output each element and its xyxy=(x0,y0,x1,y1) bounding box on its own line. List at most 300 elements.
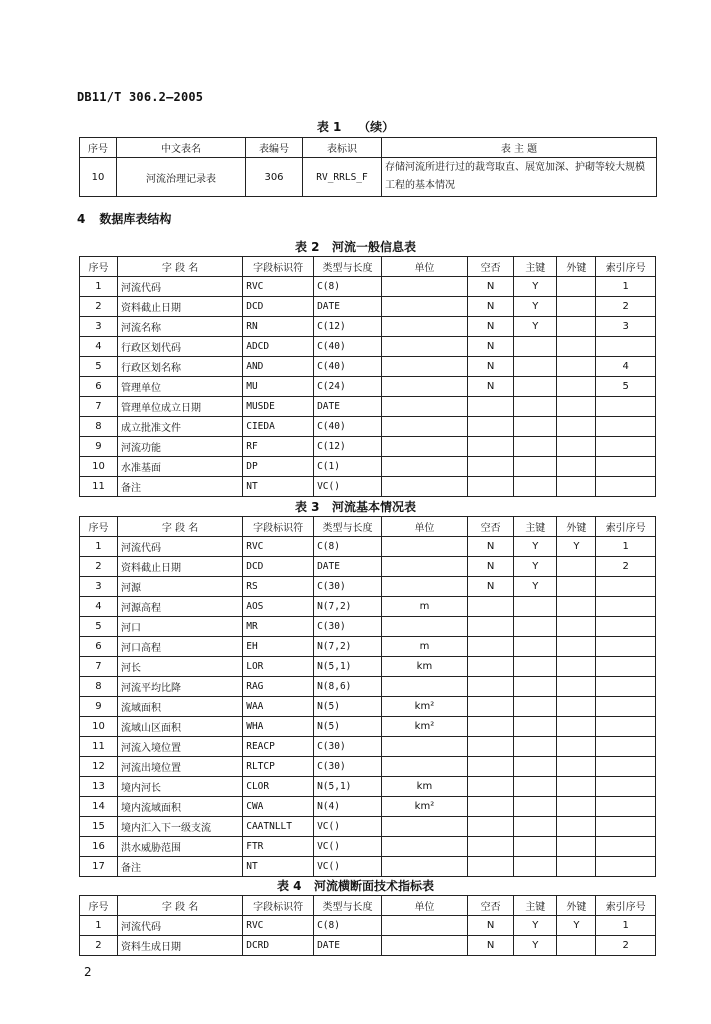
table-row xyxy=(80,357,656,377)
field-name: 资料截止日期 xyxy=(117,297,242,317)
field-nullable xyxy=(468,837,514,857)
field-index xyxy=(596,817,656,837)
field-name: 河源高程 xyxy=(117,597,242,617)
field-index xyxy=(596,457,656,477)
field-nullable xyxy=(468,677,514,697)
field-identifier: ADCD xyxy=(243,337,314,357)
field-no: 2 xyxy=(80,936,118,956)
field-name: 资料生成日期 xyxy=(117,936,242,956)
field-unit xyxy=(381,837,467,857)
field-unit: m xyxy=(381,637,467,657)
table2-header-cell: 类型与长度 xyxy=(314,257,382,277)
field-name: 行政区划代码 xyxy=(117,337,242,357)
table4-header-cell: 序号 xyxy=(80,896,118,916)
field-primary-key xyxy=(514,377,557,397)
field-index: 4 xyxy=(596,357,656,377)
field-identifier: RS xyxy=(243,577,314,597)
field-nullable xyxy=(468,617,514,637)
field-identifier: CAATNLLT xyxy=(243,817,314,837)
field-primary-key xyxy=(514,617,557,637)
field-type: VC() xyxy=(314,817,382,837)
table-code: 306 xyxy=(246,158,303,197)
field-unit xyxy=(381,437,467,457)
table-row xyxy=(80,797,656,817)
table1-caption-cont: （续） xyxy=(358,120,395,134)
field-primary-key: Y xyxy=(514,916,557,936)
field-type: C(12) xyxy=(314,437,382,457)
field-primary-key: Y xyxy=(514,317,557,337)
field-type: N(5) xyxy=(314,697,382,717)
table1-caption xyxy=(0,118,711,135)
field-nullable xyxy=(468,457,514,477)
field-unit: m xyxy=(381,597,467,617)
field-unit xyxy=(381,277,467,297)
table2-header-cell: 索引序号 xyxy=(596,257,656,277)
field-unit: km² xyxy=(381,697,467,717)
field-nullable xyxy=(468,597,514,617)
table-row xyxy=(80,317,656,337)
table-row xyxy=(80,717,656,737)
field-nullable: N xyxy=(468,916,514,936)
table3-caption xyxy=(0,498,711,515)
field-no: 9 xyxy=(80,697,118,717)
table-row xyxy=(80,697,656,717)
field-primary-key xyxy=(514,357,557,377)
field-index xyxy=(596,837,656,857)
field-unit: km² xyxy=(381,717,467,737)
field-type: N(5,1) xyxy=(314,657,382,677)
field-name: 行政区划名称 xyxy=(117,357,242,377)
table4-caption-text: 表 4 河流横断面技术指标表 xyxy=(276,879,435,893)
table-row xyxy=(80,657,656,677)
field-foreign-key xyxy=(557,357,596,377)
field-index: 1 xyxy=(596,537,656,557)
field-name: 河流名称 xyxy=(117,317,242,337)
field-foreign-key xyxy=(557,936,596,956)
field-type: VC() xyxy=(314,837,382,857)
field-no: 10 xyxy=(80,457,118,477)
field-index xyxy=(596,797,656,817)
field-identifier: AOS xyxy=(243,597,314,617)
table2-caption xyxy=(0,238,711,255)
table4-header-cell: 类型与长度 xyxy=(314,896,382,916)
table-name: 河流治理记录表 xyxy=(117,158,246,197)
field-name: 河流代码 xyxy=(117,537,242,557)
field-unit xyxy=(381,677,467,697)
field-index xyxy=(596,677,656,697)
table-row xyxy=(80,477,656,497)
field-no: 12 xyxy=(80,757,118,777)
field-no: 4 xyxy=(80,597,118,617)
field-no: 9 xyxy=(80,437,118,457)
field-no: 3 xyxy=(80,577,118,597)
table3-header-cell: 空否 xyxy=(468,517,514,537)
table-row xyxy=(80,597,656,617)
table1-header-row xyxy=(80,138,657,158)
field-primary-key xyxy=(514,417,557,437)
field-no: 8 xyxy=(80,677,118,697)
table3 xyxy=(79,516,656,877)
field-foreign-key xyxy=(557,577,596,597)
section-title: 数据库表结构 xyxy=(99,212,172,226)
field-type: N(5) xyxy=(314,717,382,737)
field-name: 河流平均比降 xyxy=(117,677,242,697)
field-identifier: NT xyxy=(243,477,314,497)
field-unit: km xyxy=(381,657,467,677)
field-type: C(30) xyxy=(314,737,382,757)
field-nullable: N xyxy=(468,357,514,377)
table1-header-cell: 序号 xyxy=(80,138,117,158)
table-row xyxy=(80,417,656,437)
field-foreign-key xyxy=(557,677,596,697)
field-primary-key xyxy=(514,597,557,617)
field-primary-key: Y xyxy=(514,277,557,297)
field-no: 1 xyxy=(80,277,118,297)
field-type: DATE xyxy=(314,297,382,317)
field-index: 2 xyxy=(596,557,656,577)
field-foreign-key xyxy=(557,857,596,877)
field-identifier: LOR xyxy=(243,657,314,677)
field-index xyxy=(596,777,656,797)
table-row xyxy=(80,817,656,837)
table-row xyxy=(80,158,657,197)
field-type: C(24) xyxy=(314,377,382,397)
field-name: 备注 xyxy=(117,857,242,877)
field-identifier: RVC xyxy=(243,537,314,557)
field-foreign-key xyxy=(557,697,596,717)
field-name: 水准基面 xyxy=(117,457,242,477)
field-type: C(40) xyxy=(314,337,382,357)
field-name: 河流代码 xyxy=(117,916,242,936)
field-no: 13 xyxy=(80,777,118,797)
standard-code: DB11/T 306.2—2005 xyxy=(77,90,204,104)
field-primary-key: Y xyxy=(514,577,557,597)
field-unit: km xyxy=(381,777,467,797)
field-identifier: RVC xyxy=(243,916,314,936)
field-name: 境内流域面积 xyxy=(117,797,242,817)
field-foreign-key xyxy=(557,277,596,297)
field-foreign-key xyxy=(557,637,596,657)
field-nullable xyxy=(468,417,514,437)
table-row xyxy=(80,916,656,936)
field-name: 资料截止日期 xyxy=(117,557,242,577)
table-row xyxy=(80,297,656,317)
table-row xyxy=(80,577,656,597)
field-primary-key xyxy=(514,817,557,837)
table2-header-cell: 单位 xyxy=(381,257,467,277)
table3-header-cell: 外键 xyxy=(557,517,596,537)
field-index: 5 xyxy=(596,377,656,397)
table-row xyxy=(80,936,656,956)
field-no: 7 xyxy=(80,397,118,417)
table3-header-cell: 类型与长度 xyxy=(314,517,382,537)
field-type: C(8) xyxy=(314,277,382,297)
section-heading xyxy=(77,210,171,227)
table-row xyxy=(80,377,656,397)
field-identifier: CIEDA xyxy=(243,417,314,437)
field-index xyxy=(596,717,656,737)
field-index xyxy=(596,437,656,457)
table2-header-cell: 主键 xyxy=(514,257,557,277)
field-nullable: N xyxy=(468,277,514,297)
field-foreign-key xyxy=(557,597,596,617)
field-index: 1 xyxy=(596,277,656,297)
field-identifier: RN xyxy=(243,317,314,337)
field-type: N(5,1) xyxy=(314,777,382,797)
field-identifier: DCD xyxy=(243,557,314,577)
table-row xyxy=(80,537,656,557)
table2-header-row xyxy=(80,257,656,277)
field-nullable: N xyxy=(468,537,514,557)
field-index xyxy=(596,577,656,597)
field-index xyxy=(596,697,656,717)
table4-header-cell: 单位 xyxy=(381,896,467,916)
field-identifier: RF xyxy=(243,437,314,457)
field-type: C(40) xyxy=(314,357,382,377)
table-row xyxy=(80,777,656,797)
table4-header-cell: 外键 xyxy=(557,896,596,916)
field-primary-key xyxy=(514,757,557,777)
table4 xyxy=(79,895,656,956)
field-primary-key xyxy=(514,837,557,857)
table-row xyxy=(80,457,656,477)
field-type: DATE xyxy=(314,557,382,577)
field-type: N(7,2) xyxy=(314,637,382,657)
field-unit xyxy=(381,857,467,877)
field-primary-key: Y xyxy=(514,936,557,956)
field-foreign-key xyxy=(557,457,596,477)
table2-header-cell: 外键 xyxy=(557,257,596,277)
table2 xyxy=(79,256,656,497)
field-index: 2 xyxy=(596,936,656,956)
field-no: 1 xyxy=(80,916,118,936)
field-type: DATE xyxy=(314,936,382,956)
field-unit xyxy=(381,337,467,357)
field-no: 16 xyxy=(80,837,118,857)
field-nullable xyxy=(468,797,514,817)
table-row xyxy=(80,677,656,697)
field-foreign-key xyxy=(557,317,596,337)
field-no: 2 xyxy=(80,557,118,577)
field-name: 备注 xyxy=(117,477,242,497)
field-name: 河流功能 xyxy=(117,437,242,457)
field-nullable: N xyxy=(468,317,514,337)
field-nullable: N xyxy=(468,377,514,397)
field-name: 流域面积 xyxy=(117,697,242,717)
table1-header-cell: 表标识 xyxy=(303,138,382,158)
field-nullable: N xyxy=(468,337,514,357)
field-index xyxy=(596,397,656,417)
field-primary-key xyxy=(514,397,557,417)
table2-header-cell: 序号 xyxy=(80,257,118,277)
table-row xyxy=(80,557,656,577)
table3-header-cell: 字段标识符 xyxy=(243,517,314,537)
field-unit xyxy=(381,577,467,597)
field-primary-key: Y xyxy=(514,557,557,577)
field-identifier: WAA xyxy=(243,697,314,717)
field-unit xyxy=(381,417,467,437)
table-row xyxy=(80,837,656,857)
field-identifier: DP xyxy=(243,457,314,477)
field-primary-key xyxy=(514,657,557,677)
field-identifier: RAG xyxy=(243,677,314,697)
field-primary-key: Y xyxy=(514,537,557,557)
field-no: 11 xyxy=(80,737,118,757)
field-unit xyxy=(381,357,467,377)
field-name: 河流代码 xyxy=(117,277,242,297)
field-nullable xyxy=(468,737,514,757)
field-index: 1 xyxy=(596,916,656,936)
field-type: N(8,6) xyxy=(314,677,382,697)
field-name: 境内河长 xyxy=(117,777,242,797)
field-no: 5 xyxy=(80,617,118,637)
table-row xyxy=(80,337,656,357)
field-unit xyxy=(381,377,467,397)
table3-header-cell: 字 段 名 xyxy=(117,517,242,537)
field-primary-key xyxy=(514,797,557,817)
field-no: 17 xyxy=(80,857,118,877)
field-foreign-key xyxy=(557,377,596,397)
field-primary-key xyxy=(514,457,557,477)
field-unit xyxy=(381,537,467,557)
field-unit xyxy=(381,457,467,477)
field-primary-key xyxy=(514,857,557,877)
field-no: 6 xyxy=(80,637,118,657)
table-row xyxy=(80,437,656,457)
table3-caption-text: 表 3 河流基本情况表 xyxy=(294,500,417,514)
field-name: 管理单位成立日期 xyxy=(117,397,242,417)
field-unit xyxy=(381,557,467,577)
table-row xyxy=(80,857,656,877)
field-primary-key xyxy=(514,637,557,657)
field-type: N(4) xyxy=(314,797,382,817)
field-foreign-key xyxy=(557,337,596,357)
table3-header-cell: 主键 xyxy=(514,517,557,537)
field-no: 3 xyxy=(80,317,118,337)
field-identifier: CWA xyxy=(243,797,314,817)
field-name: 河源 xyxy=(117,577,242,597)
field-index xyxy=(596,637,656,657)
table-row xyxy=(80,617,656,637)
field-primary-key xyxy=(514,337,557,357)
field-foreign-key xyxy=(557,477,596,497)
field-type: C(40) xyxy=(314,417,382,437)
table-row xyxy=(80,277,656,297)
field-identifier: MR xyxy=(243,617,314,637)
field-no: 11 xyxy=(80,477,118,497)
field-nullable xyxy=(468,637,514,657)
field-name: 河口高程 xyxy=(117,637,242,657)
field-unit xyxy=(381,297,467,317)
field-unit xyxy=(381,737,467,757)
field-primary-key xyxy=(514,697,557,717)
table-row xyxy=(80,737,656,757)
table2-header-cell: 字段标识符 xyxy=(243,257,314,277)
table4-header-cell: 字段标识符 xyxy=(243,896,314,916)
field-no: 5 xyxy=(80,357,118,377)
table-identifier: RV_RRLS_F xyxy=(303,158,382,197)
field-no: 4 xyxy=(80,337,118,357)
table-row xyxy=(80,637,656,657)
field-identifier: DCD xyxy=(243,297,314,317)
field-unit xyxy=(381,477,467,497)
field-foreign-key xyxy=(557,397,596,417)
field-nullable xyxy=(468,397,514,417)
field-foreign-key xyxy=(557,717,596,737)
field-identifier: AND xyxy=(243,357,314,377)
field-foreign-key xyxy=(557,417,596,437)
field-no: 14 xyxy=(80,797,118,817)
field-nullable xyxy=(468,697,514,717)
table4-header-cell: 字 段 名 xyxy=(117,896,242,916)
field-index: 3 xyxy=(596,317,656,337)
field-index xyxy=(596,857,656,877)
field-identifier: REACP xyxy=(243,737,314,757)
field-type: N(7,2) xyxy=(314,597,382,617)
field-unit: km² xyxy=(381,797,467,817)
field-nullable xyxy=(468,477,514,497)
field-primary-key xyxy=(514,477,557,497)
row-no: 10 xyxy=(80,158,117,197)
field-no: 10 xyxy=(80,717,118,737)
field-type: C(30) xyxy=(314,577,382,597)
field-name: 管理单位 xyxy=(117,377,242,397)
field-identifier: MU xyxy=(243,377,314,397)
table4-header-cell: 空否 xyxy=(468,896,514,916)
field-index xyxy=(596,597,656,617)
table-subject: 存储河流所进行过的裁弯取直、展宽加深、护砌等较大规模工程的基本情况 xyxy=(382,158,657,197)
field-no: 1 xyxy=(80,537,118,557)
field-unit xyxy=(381,757,467,777)
table4-header-cell: 主键 xyxy=(514,896,557,916)
field-type: C(12) xyxy=(314,317,382,337)
table2-caption-text: 表 2 河流一般信息表 xyxy=(294,240,417,254)
field-nullable: N xyxy=(468,936,514,956)
field-index: 2 xyxy=(596,297,656,317)
field-type: C(30) xyxy=(314,617,382,637)
field-identifier: NT xyxy=(243,857,314,877)
field-foreign-key: Y xyxy=(557,916,596,936)
field-identifier: EH xyxy=(243,637,314,657)
field-foreign-key xyxy=(557,817,596,837)
table3-header-cell: 单位 xyxy=(381,517,467,537)
field-identifier: CLOR xyxy=(243,777,314,797)
field-unit xyxy=(381,817,467,837)
field-unit xyxy=(381,916,467,936)
table4-header-cell: 索引序号 xyxy=(596,896,656,916)
field-index xyxy=(596,337,656,357)
field-foreign-key xyxy=(557,617,596,637)
page-number: 2 xyxy=(84,965,92,979)
field-unit xyxy=(381,936,467,956)
field-foreign-key xyxy=(557,797,596,817)
field-name: 成立批准文件 xyxy=(117,417,242,437)
field-name: 流域山区面积 xyxy=(117,717,242,737)
field-nullable xyxy=(468,817,514,837)
table3-header-row xyxy=(80,517,656,537)
table3-header-cell: 索引序号 xyxy=(596,517,656,537)
field-unit xyxy=(381,317,467,337)
field-index xyxy=(596,757,656,777)
table1-header-cell: 中文表名 xyxy=(117,138,246,158)
field-identifier: WHA xyxy=(243,717,314,737)
field-index xyxy=(596,417,656,437)
field-nullable: N xyxy=(468,577,514,597)
field-type: C(8) xyxy=(314,916,382,936)
table3-header-cell: 序号 xyxy=(80,517,118,537)
table-row xyxy=(80,757,656,777)
field-index xyxy=(596,657,656,677)
